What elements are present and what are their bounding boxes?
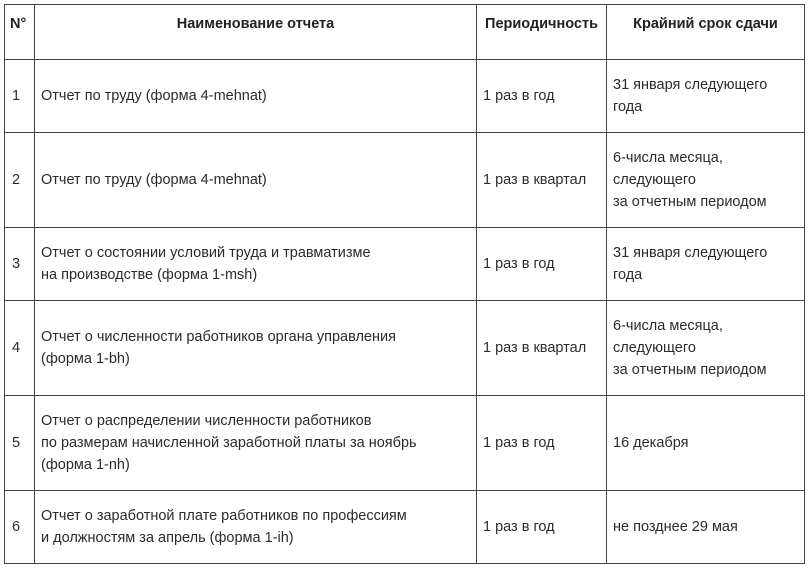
table-row [5,396,805,491]
deadline-line: 31 января следующего [613,245,768,261]
report-frequency: 1 раз в год [477,228,607,301]
row-number: 3 [5,228,35,301]
table-row [5,228,805,301]
report-deadline [607,301,805,396]
report-title-line: Отчет по труду (форма 4-mehnat) [41,88,267,104]
table-header-row [5,5,805,60]
row-number: 1 [5,60,35,133]
report-title-line: (форма 1-nh) [41,457,130,473]
report-title-line: Отчет по труду (форма 4-mehnat) [41,172,267,188]
header-num: N° [5,5,35,60]
report-deadline [607,133,805,228]
deadline-line: не позднее 29 мая [613,519,738,535]
report-title-line: по размерам начисленной заработной платы за ноябрь [41,435,417,451]
report-title-line: на производстве (форма 1-msh) [41,267,258,283]
report-title-line: (форма 1-bh) [41,351,130,367]
report-frequency: 1 раз в год [477,396,607,491]
report-title [35,396,477,491]
row-number: 4 [5,301,35,396]
row-number: 6 [5,491,35,564]
table-row [5,133,805,228]
deadline-line: 6-числа месяца, [613,150,723,166]
deadline-line: года [613,267,643,283]
report-title [35,491,477,564]
table-row [5,491,805,564]
row-number: 2 [5,133,35,228]
deadline-line: года [613,99,643,115]
report-title-line: Отчет о численности работников органа управления [41,329,396,345]
report-deadline [607,60,805,133]
table-row [5,60,805,133]
deadline-line: за отчетным периодом [613,194,767,210]
header-title: Наименование отчета [35,5,477,60]
report-frequency: 1 раз в год [477,491,607,564]
report-frequency: 1 раз в квартал [477,301,607,396]
report-deadline [607,396,805,491]
report-title [35,228,477,301]
report-frequency: 1 раз в квартал [477,133,607,228]
report-title-line: и должностям за апрель (форма 1-ih) [41,530,294,546]
deadline-line: следующего [613,340,696,356]
report-title [35,301,477,396]
deadline-line: 6-числа месяца, [613,318,723,334]
header-deadline: Крайний срок сдачи [607,5,805,60]
table-row [5,301,805,396]
report-deadline [607,228,805,301]
report-table [4,4,805,564]
deadline-line: следующего [613,172,696,188]
deadline-line: 16 декабря [613,435,689,451]
deadline-line: за отчетным периодом [613,362,767,378]
header-frequency: Периодичность [477,5,607,60]
report-title-line: Отчет о состоянии условий труда и травматизме [41,245,371,261]
report-title-line: Отчет о распределении численности работников [41,413,372,429]
deadline-line: 31 января следующего [613,77,768,93]
report-frequency: 1 раз в год [477,60,607,133]
report-table-container [4,4,805,564]
report-title [35,60,477,133]
row-number: 5 [5,396,35,491]
report-deadline [607,491,805,564]
report-title-line: Отчет о заработной плате работников по профессиям [41,508,407,524]
report-title [35,133,477,228]
